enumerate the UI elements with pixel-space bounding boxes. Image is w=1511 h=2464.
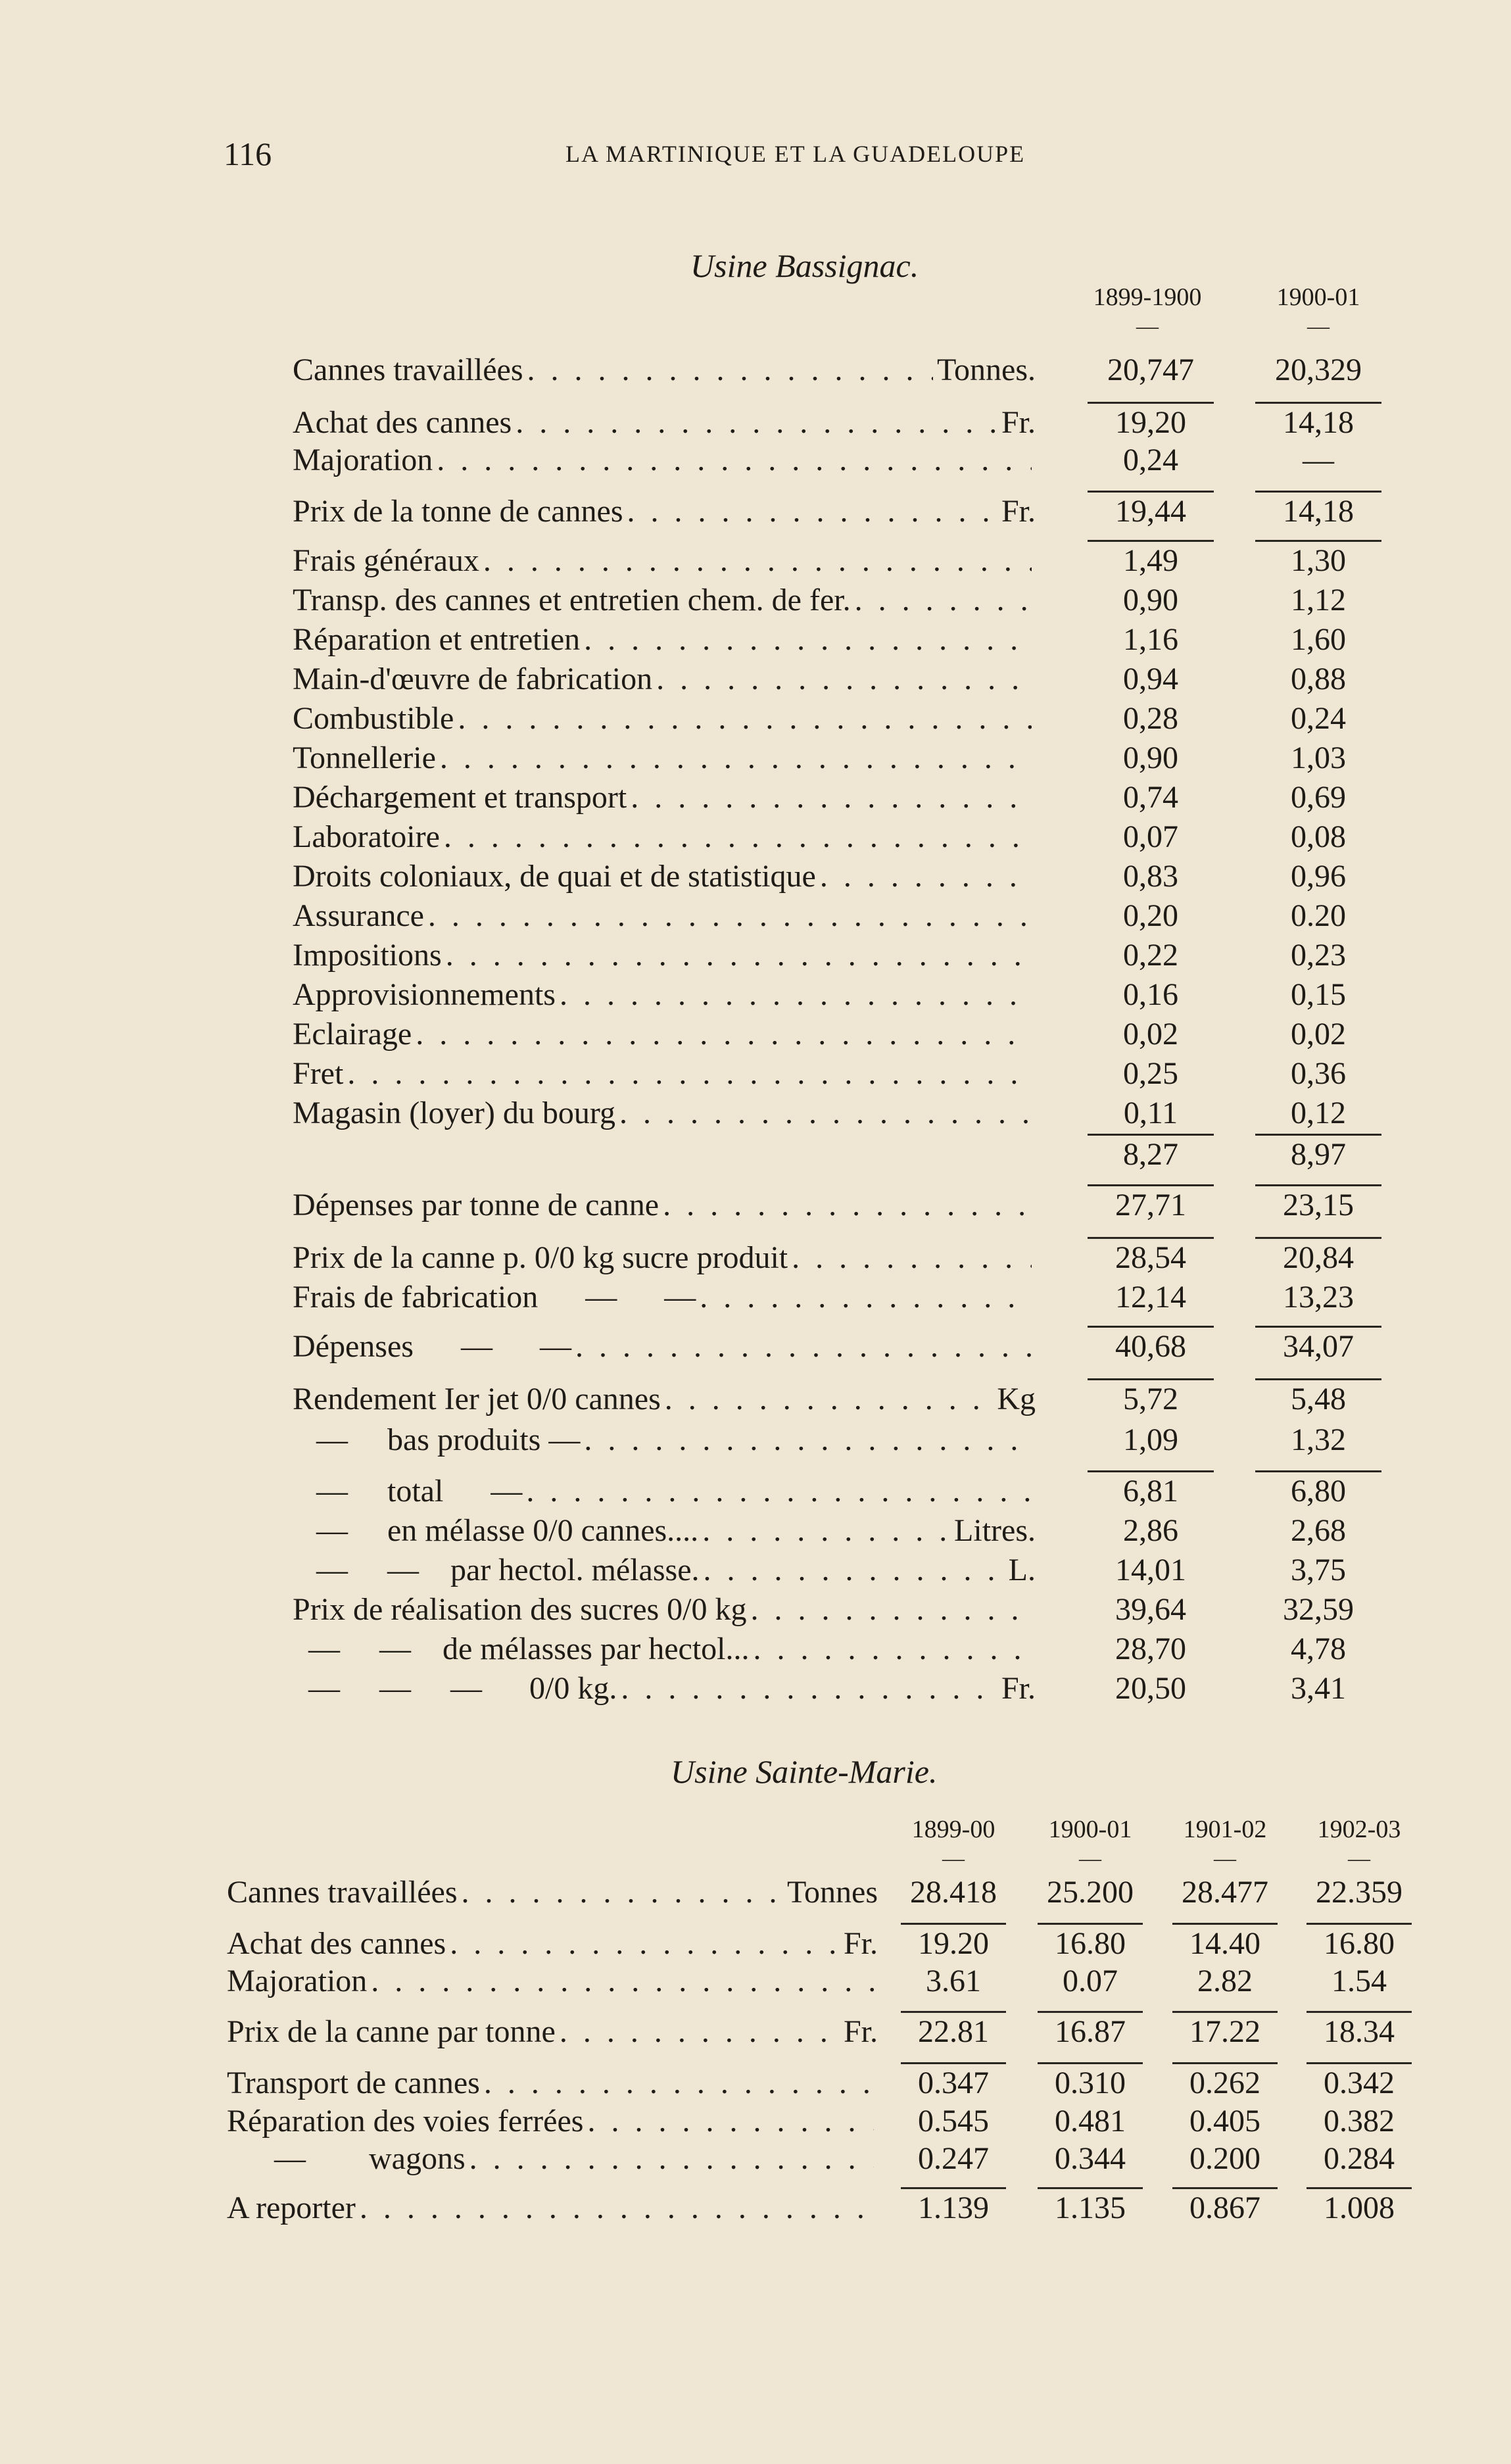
table-row (293, 1381, 1378, 1419)
table-cell: 0.347 (918, 2065, 989, 2100)
year-header: 1899-00 — (911, 1816, 995, 1871)
table-cell: 1,30 (1291, 543, 1346, 578)
leader-dots (704, 1552, 1005, 1588)
table-cell: 5,72 (1123, 1382, 1178, 1416)
table-row (227, 2065, 1424, 2103)
table-cell: 0.342 (1324, 2065, 1395, 2100)
table-cell: 0,23 (1291, 938, 1346, 973)
sum-rule (1088, 1470, 1214, 1472)
table-cell: 1,49 (1123, 543, 1178, 578)
table-cell: 2,86 (1123, 1513, 1178, 1548)
table-cell: 0,69 (1291, 780, 1346, 815)
row-label: Frais généraux . . . (293, 543, 1036, 579)
year-header: 1902-03 — (1317, 1816, 1401, 1871)
table-row (293, 1422, 1378, 1460)
table-cell: 0.262 (1189, 2065, 1260, 2100)
sum-rule (1172, 2187, 1278, 2189)
table-row (227, 2103, 1424, 2141)
sum-rule (1255, 540, 1381, 542)
leader-dots (584, 1422, 1032, 1458)
table-cell: 0,08 (1291, 819, 1346, 854)
leader-dots (437, 442, 1032, 478)
table-cell: 1,12 (1291, 583, 1346, 617)
leader-dots (450, 1925, 840, 1962)
table-cell: 0,24 (1291, 701, 1346, 736)
table-row (293, 1016, 1378, 1054)
table-row (293, 858, 1378, 896)
sum-rule (901, 2062, 1006, 2064)
table-cell: 0.200 (1189, 2141, 1260, 2176)
table-cell: 3,75 (1291, 1553, 1346, 1587)
year-header: 1900-01 — (1276, 283, 1360, 339)
table-row (227, 2190, 1424, 2228)
sum-rule (1088, 1134, 1214, 1136)
table-cell: 0,22 (1123, 938, 1178, 973)
table-cell: 0,11 (1123, 1096, 1178, 1130)
sum-rule (1307, 2187, 1412, 2189)
table-row (293, 740, 1378, 778)
table-cell: 17.22 (1189, 2014, 1260, 2049)
leader-dots (526, 1473, 1032, 1509)
leader-dots (700, 1279, 1032, 1315)
table-row (293, 1552, 1378, 1590)
row-label: Prix de la tonne de cannes . . . Fr. (293, 493, 1036, 529)
leader-dots (855, 582, 1032, 618)
leader-dots (702, 1512, 950, 1549)
table-cell: 5,48 (1291, 1382, 1346, 1416)
bassignac-table (293, 352, 1378, 1706)
row-label: Cannes travaillées . . . Tonnes. (293, 352, 1036, 388)
leader-dots (584, 621, 1032, 658)
table-cell: 0.481 (1055, 2104, 1126, 2138)
table-cell: 19,20 (1115, 405, 1186, 440)
row-label: — wagons . . . (227, 2140, 878, 2177)
leader-dots (360, 2190, 874, 2226)
table-cell: 8,97 (1291, 1137, 1346, 1172)
table-cell: 0,96 (1291, 859, 1346, 894)
sum-rule (1088, 491, 1214, 493)
table-cell: 14.40 (1189, 1926, 1260, 1961)
leader-dots (347, 1055, 1032, 1092)
table-cell: 0,20 (1123, 898, 1178, 933)
table-cell: 19,44 (1115, 494, 1186, 529)
row-label: Rendement Ier jet 0/0 cannes . . . Kg (293, 1381, 1036, 1417)
row-label: Réparation et entretien . . . (293, 621, 1036, 658)
row-label: Transp. des cannes et entretien chem. de fer. . . . (293, 582, 1036, 618)
table-cell: 40,68 (1115, 1329, 1186, 1364)
row-label: Approvisionnements . . . (293, 977, 1036, 1013)
leader-dots (516, 404, 997, 441)
sum-rule (901, 1923, 1006, 1925)
row-label: Déchargement et transport . . . (293, 779, 1036, 815)
table-cell: 20,329 (1275, 352, 1362, 387)
table-row (293, 621, 1378, 660)
table-cell: 1.135 (1055, 2190, 1126, 2225)
table-row (293, 352, 1378, 390)
table-cell: 6,80 (1291, 1474, 1346, 1509)
table-cell: 0,90 (1123, 740, 1178, 775)
row-unit: Fr. (843, 1926, 878, 1961)
table-cell: 4,78 (1291, 1631, 1346, 1666)
row-label: Dépenses par tonne de canne . . . (293, 1187, 1036, 1223)
row-unit: Fr. (1001, 405, 1036, 440)
row-label: Majoration . . . (227, 1963, 878, 1999)
leader-dots (527, 352, 934, 388)
table-cell: 0,02 (1291, 1017, 1346, 1051)
table-cell: 16.87 (1055, 2014, 1126, 2049)
row-label: Main-d'œuvre de fabrication . . . (293, 661, 1036, 697)
sainte-marie-title: Usine Sainte-Marie. (671, 1753, 938, 1790)
row-label: — total — . . . (293, 1473, 1036, 1509)
table-row (293, 493, 1378, 531)
table-cell: 20,747 (1107, 352, 1194, 387)
table-cell: 0,12 (1291, 1096, 1346, 1130)
table-cell: 34,07 (1283, 1329, 1354, 1364)
table-cell: 1,60 (1291, 622, 1346, 657)
leader-dots (751, 1591, 1032, 1628)
leader-dots (371, 1963, 874, 1999)
sainte-marie-year-headers (0, 1815, 1511, 1871)
row-unit: Tonnes. (937, 352, 1036, 387)
table-cell: 2,68 (1291, 1513, 1346, 1548)
sum-rule (1255, 1470, 1381, 1472)
leader-dots (440, 740, 1032, 776)
table-cell: 20,50 (1115, 1671, 1186, 1706)
table-row (293, 582, 1378, 620)
table-row (293, 543, 1378, 581)
leader-dots (446, 937, 1032, 973)
table-cell: 0.867 (1189, 2190, 1260, 2225)
table-cell: 14,18 (1283, 405, 1354, 440)
table-cell: 1.008 (1324, 2190, 1395, 2225)
table-cell: 12,14 (1115, 1280, 1186, 1315)
row-label: Frais de fabrication — — . . . (293, 1279, 1036, 1315)
table-cell: 0.344 (1055, 2141, 1126, 2176)
sum-rule (1038, 1923, 1143, 1925)
sum-rule (1172, 2062, 1278, 2064)
table-row (293, 1473, 1378, 1511)
table-cell: 1,16 (1123, 622, 1178, 657)
table-row (293, 1591, 1378, 1630)
table-row (293, 404, 1378, 443)
table-cell: 3,41 (1291, 1671, 1346, 1706)
table-row (293, 1055, 1378, 1094)
table-row (293, 937, 1378, 975)
row-label: Prix de réalisation des sucres 0/0 kg . . . (293, 1591, 1036, 1628)
year-header: 1900-01 — (1048, 1816, 1132, 1871)
sum-rule (1307, 2011, 1412, 2013)
sum-rule (1255, 1237, 1381, 1239)
leader-dots (416, 1016, 1032, 1052)
row-label: Droits coloniaux, de quai et de statistique . . . (293, 858, 1036, 894)
sum-rule (1088, 1326, 1214, 1328)
sainte-marie-table (227, 1874, 1424, 2242)
bassignac-title: Usine Bassignac. (690, 247, 919, 284)
row-label: Dépenses — — . . . (293, 1328, 1036, 1365)
table-row (293, 1670, 1378, 1708)
table-cell: 0,88 (1291, 662, 1346, 696)
sum-rule (1172, 1923, 1278, 1925)
sum-rule (1038, 2011, 1143, 2013)
table-cell: 0,07 (1123, 819, 1178, 854)
table-cell: 0.382 (1324, 2104, 1395, 2138)
leader-dots (560, 977, 1032, 1013)
table-row (293, 1095, 1378, 1133)
row-unit: Fr. (1001, 1671, 1036, 1706)
leader-dots (483, 543, 1032, 579)
table-row (293, 1187, 1378, 1225)
table-row (293, 1279, 1378, 1317)
table-cell: 6,81 (1123, 1474, 1178, 1509)
table-cell: 22.81 (918, 2014, 989, 2049)
row-unit: Tonnes (787, 1875, 878, 1910)
table-cell: 16.80 (1324, 1926, 1395, 1961)
row-label: Impositions . . . (293, 937, 1036, 973)
running-head: LA MARTINIQUE ET LA GUADELOUPE (565, 141, 1026, 167)
row-label: Magasin (loyer) du bourg . . . (293, 1095, 1036, 1131)
year-header: 1901-02 — (1183, 1816, 1267, 1871)
table-row (293, 1328, 1378, 1366)
row-label: Transport de cannes . . . (227, 2065, 878, 2101)
year-header: 1899-1900 — (1093, 283, 1202, 339)
sum-rule (1255, 1184, 1381, 1186)
table-cell: 0.405 (1189, 2104, 1260, 2138)
table-cell: 0,25 (1123, 1056, 1178, 1091)
leader-dots (587, 2103, 874, 2139)
table-cell: 14,01 (1115, 1553, 1186, 1587)
row-label: Assurance . . . (293, 898, 1036, 934)
table-row (227, 2014, 1424, 2052)
table-cell: 27,71 (1115, 1188, 1186, 1222)
sum-rule (901, 2187, 1006, 2189)
leader-dots (469, 2140, 874, 2177)
leader-dots (665, 1381, 994, 1417)
table-cell: 0,28 (1123, 701, 1178, 736)
table-row (293, 977, 1378, 1015)
table-cell: 19.20 (918, 1926, 989, 1961)
page-number: 116 (224, 135, 272, 172)
page-header (224, 135, 1341, 174)
table-cell: 0.07 (1063, 1964, 1118, 1998)
table-cell: 1.54 (1331, 1964, 1387, 1998)
leader-dots (663, 1187, 1032, 1223)
table-cell: 0.20 (1291, 898, 1346, 933)
table-cell: 0,16 (1123, 977, 1178, 1012)
table-cell: 14,18 (1283, 494, 1354, 529)
row-unit: Fr. (1001, 494, 1036, 529)
leader-dots (484, 2065, 874, 2101)
table-cell: 28.418 (910, 1875, 997, 1910)
table-cell: 0.310 (1055, 2065, 1126, 2100)
table-row (293, 1512, 1378, 1551)
row-label: Achat des cannes . . . Fr. (227, 1925, 878, 1962)
table-cell: 23,15 (1283, 1188, 1354, 1222)
leader-dots (560, 2014, 840, 2050)
leader-dots (820, 858, 1032, 894)
table-row (293, 819, 1378, 857)
sum-rule (1088, 1378, 1214, 1380)
table-cell: 0,02 (1123, 1017, 1178, 1051)
table-cell: 8,27 (1123, 1137, 1178, 1172)
row-label: Fret . . . (293, 1055, 1036, 1092)
sum-rule (1172, 2011, 1278, 2013)
row-unit: Kg (997, 1382, 1036, 1416)
sum-rule (1255, 1134, 1381, 1136)
table-cell: 16.80 (1055, 1926, 1126, 1961)
table-cell: 28.477 (1182, 1875, 1268, 1910)
row-label: Combustible . . . (293, 700, 1036, 737)
table-cell: 1,32 (1291, 1422, 1346, 1457)
sum-rule (1255, 1326, 1381, 1328)
table-row (227, 1874, 1424, 1912)
row-label: Achat des cannes . . . Fr. (293, 404, 1036, 441)
leader-dots (458, 700, 1032, 737)
row-label: A reporter . . . (227, 2190, 878, 2226)
table-cell: 1.139 (918, 2190, 989, 2225)
sum-rule (901, 2011, 1006, 2013)
table-row (293, 1631, 1378, 1669)
sum-rule (1255, 491, 1381, 493)
table-cell: 1,09 (1123, 1422, 1178, 1457)
leader-dots (792, 1240, 1032, 1276)
table-cell: 22.359 (1316, 1875, 1403, 1910)
table-row (227, 2140, 1424, 2179)
row-label: Eclairage . . . (293, 1016, 1036, 1052)
leader-dots (631, 779, 1032, 815)
sum-rule (1088, 1184, 1214, 1186)
table-cell: 13,23 (1283, 1280, 1354, 1315)
table-cell: 28,54 (1115, 1240, 1186, 1275)
table-cell: 18.34 (1324, 2014, 1395, 2049)
table-cell: 0,24 (1123, 443, 1178, 477)
table-cell: 0.247 (918, 2141, 989, 2176)
row-label: Prix de la canne p. 0/0 kg sucre produit . . . (293, 1240, 1036, 1276)
sum-rule (1088, 402, 1214, 404)
sum-rule (1255, 1378, 1381, 1380)
table-cell: — (1303, 443, 1334, 477)
table-cell: 0,74 (1123, 780, 1178, 815)
sum-rule (1038, 2062, 1143, 2064)
sum-rule (1088, 1237, 1214, 1239)
table-cell: 0,83 (1123, 859, 1178, 894)
row-label: — en mélasse 0/0 cannes.... . . . Litres. (293, 1512, 1036, 1549)
row-label: Tonnellerie . . . (293, 740, 1036, 776)
bassignac-year-headers (0, 283, 1511, 339)
table-cell: 28,70 (1115, 1631, 1186, 1666)
row-label: Prix de la canne par tonne . . . Fr. (227, 2014, 878, 2050)
row-label: Majoration . . . (293, 442, 1036, 478)
row-label: — bas produits — . . . (293, 1422, 1036, 1458)
table-row (293, 661, 1378, 699)
table-row (227, 1963, 1424, 2001)
leader-dots (621, 1670, 997, 1706)
table-cell: 0,94 (1123, 662, 1178, 696)
sum-rule (1307, 1923, 1412, 1925)
table-cell: 0.284 (1324, 2141, 1395, 2176)
table-cell: 2.82 (1197, 1964, 1253, 1998)
table-cell: 39,64 (1115, 1592, 1186, 1627)
sum-rule (1038, 2187, 1143, 2189)
table-cell: 25.200 (1047, 1875, 1134, 1910)
table-row (293, 1240, 1378, 1278)
row-unit: Litres. (954, 1513, 1036, 1548)
row-unit: Fr. (843, 2014, 878, 2049)
table-cell: 32,59 (1283, 1592, 1354, 1627)
leader-dots (627, 493, 997, 529)
leader-dots (428, 898, 1032, 934)
table-cell: 1,03 (1291, 740, 1346, 775)
sum-rule (1307, 2062, 1412, 2064)
row-label: — — de mélasses par hectol... . . . (293, 1631, 1036, 1667)
table-row (293, 898, 1378, 936)
table-row (293, 779, 1378, 817)
table-cell: 0,90 (1123, 583, 1178, 617)
row-label: Laboratoire . . . (293, 819, 1036, 855)
leader-dots (656, 661, 1032, 697)
table-cell: 20,84 (1283, 1240, 1354, 1275)
table-cell: 0.545 (918, 2104, 989, 2138)
row-label: — — — 0/0 kg. . . . Fr. (293, 1670, 1036, 1706)
table-row (293, 442, 1378, 480)
table-cell: 3.61 (926, 1964, 981, 1998)
table-row (293, 1136, 1378, 1174)
row-label: Réparation des voies ferrées . . . (227, 2103, 878, 2139)
table-cell: 0,15 (1291, 977, 1346, 1012)
table-cell: 0,36 (1291, 1056, 1346, 1091)
table-row (293, 700, 1378, 738)
row-label: Cannes travaillées . . . Tonnes (227, 1874, 878, 1910)
table-row (227, 1925, 1424, 1964)
leader-dots (444, 819, 1032, 855)
leader-dots (575, 1328, 1032, 1365)
leader-dots (619, 1095, 1032, 1131)
row-label: — — par hectol. mélasse. . . . L. (293, 1552, 1036, 1588)
leader-dots (754, 1631, 1032, 1667)
sum-rule (1088, 540, 1214, 542)
row-unit: L. (1008, 1553, 1036, 1587)
sum-rule (1255, 402, 1381, 404)
leader-dots (462, 1874, 784, 1910)
